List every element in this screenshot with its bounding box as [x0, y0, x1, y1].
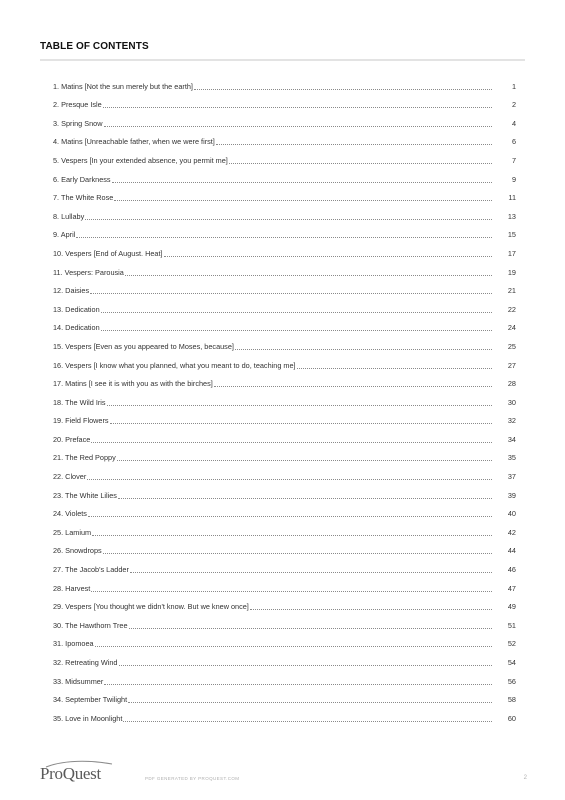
toc-entry[interactable] — [53, 352, 516, 371]
toc-dot-leader — [107, 405, 492, 406]
toc-entry[interactable] — [53, 556, 516, 575]
toc-dot-leader — [164, 256, 492, 257]
toc-entry-title: 17. Matins [I see it is with you as with the birches] — [53, 379, 213, 389]
toc-dot-leader — [117, 460, 492, 461]
toc-entry-title: 6. Early Darkness — [53, 174, 111, 184]
toc-entry-page: 51 — [507, 620, 516, 630]
toc-entry[interactable] — [53, 185, 516, 204]
toc-entry-page: 7 — [511, 155, 516, 165]
page-number: 2 — [523, 775, 527, 781]
toc-entry-title: 13. Dedication — [53, 304, 100, 314]
toc-entry[interactable] — [53, 147, 516, 166]
toc-entry-page: 47 — [507, 583, 516, 593]
toc-dot-leader — [125, 275, 492, 276]
toc-entry-page: 22 — [507, 304, 516, 314]
toc-entry-page: 37 — [507, 472, 516, 482]
toc-entry-page: 24 — [507, 323, 516, 333]
toc-dot-leader — [90, 293, 492, 294]
toc-entry-page: 60 — [507, 713, 516, 723]
page-title: TABLE OF CONTENTS — [40, 41, 149, 52]
toc-entry-page: 46 — [507, 565, 516, 575]
toc-entry[interactable] — [53, 408, 516, 427]
toc-entry-page: 32 — [507, 416, 516, 426]
toc-entry-page: 40 — [507, 509, 516, 519]
toc-dot-leader — [123, 721, 492, 722]
toc-entry-title: 24. Violets — [53, 509, 87, 519]
toc-entry-title: 18. The Wild Iris — [53, 397, 106, 407]
toc-dot-leader — [76, 237, 492, 238]
toc-dot-leader — [91, 591, 492, 592]
toc-entry-page: 13 — [507, 211, 516, 221]
toc-dot-leader — [104, 126, 493, 127]
toc-entry-title: 29. Vespers [You thought we didn't know. But we knew once] — [53, 602, 249, 612]
toc-dot-leader — [101, 312, 492, 313]
toc-entry-title: 28. Harvest — [53, 583, 91, 593]
toc-entry-title: 27. The Jacob's Ladder — [53, 565, 129, 575]
toc-entry[interactable] — [53, 463, 516, 482]
toc-entry-title: 34. September Twilight — [53, 695, 128, 705]
toc-entry-title: 1. Matins [Not the sun merely but the earth] — [53, 81, 193, 91]
toc-entry-page: 42 — [507, 527, 516, 537]
toc-dot-leader — [91, 442, 492, 443]
toc-entry[interactable] — [53, 705, 516, 724]
toc-entry-page: 28 — [507, 379, 516, 389]
toc-dot-leader — [129, 628, 493, 629]
toc-entry-title: 19. Field Flowers — [53, 416, 109, 426]
toc-dot-leader — [119, 665, 493, 666]
toc-dot-leader — [216, 144, 492, 145]
toc-entry-page: 49 — [507, 602, 516, 612]
toc-entry[interactable] — [53, 129, 516, 148]
toc-entry[interactable] — [53, 278, 516, 297]
toc-entry-title: 32. Retreating Wind — [53, 658, 118, 667]
toc-dot-leader — [110, 423, 492, 424]
footer-note: PDF GENERATED BY PROQUEST.COM — [145, 776, 240, 781]
toc-entry-title: 2. Presque Isle — [53, 100, 102, 110]
toc-entry-title: 11. Vespers: Parousia — [53, 267, 124, 277]
toc-dot-leader — [95, 646, 492, 647]
toc-entry-page: 25 — [507, 341, 516, 351]
toc-entry[interactable] — [53, 240, 516, 259]
toc-entry[interactable] — [53, 333, 516, 352]
toc-dot-leader — [194, 89, 492, 90]
toc-entry[interactable] — [53, 501, 516, 520]
toc-entry-page: 6 — [511, 137, 516, 147]
toc-entry-page: 2 — [511, 100, 516, 110]
toc-entry-title: 14. Dedication — [53, 323, 100, 333]
toc-dot-leader — [235, 349, 492, 350]
toc-entry-title: 20. Preface — [53, 434, 91, 444]
toc-entry-title: 16. Vespers [I know what you planned, what you meant to do, teaching me] — [53, 360, 296, 370]
toc-dot-leader — [250, 609, 492, 610]
toc-entry-title: 21. The Red Poppy — [53, 453, 116, 463]
toc-dot-leader — [114, 200, 492, 201]
toc-dot-leader — [101, 330, 492, 331]
toc-dot-leader — [103, 553, 492, 554]
toc-entry[interactable] — [53, 222, 516, 241]
toc-entry[interactable] — [53, 426, 516, 445]
toc-entry-page: 4 — [511, 118, 516, 128]
toc-entry[interactable] — [53, 110, 516, 129]
proquest-logo: ProQuest — [40, 764, 101, 783]
toc-entry-title: 15. Vespers [Even as you appeared to Moses, because] — [53, 341, 234, 351]
page-footer — [0, 760, 565, 800]
toc-entry-title: 31. Ipomoea — [53, 639, 94, 649]
toc-entry-title: 12. Daisies — [53, 286, 90, 296]
toc-entry[interactable] — [53, 538, 516, 557]
toc-entry-title: 3. Spring Snow — [53, 118, 103, 128]
toc-entry-page: 9 — [511, 174, 516, 184]
toc-entry[interactable] — [53, 668, 516, 687]
toc-dot-leader — [297, 368, 492, 369]
toc-entry-title: 33. Midsummer — [53, 676, 104, 686]
toc-entry-page: 17 — [507, 248, 516, 258]
toc-entry-title: 23. The White Lilies — [53, 490, 117, 500]
toc-entry-title: 10. Vespers [End of August. Heat] — [53, 248, 163, 258]
toc-entry-title: 22. Clover — [53, 472, 87, 482]
toc-entry[interactable] — [53, 166, 516, 185]
toc-dot-leader — [92, 535, 492, 536]
toc-entry[interactable] — [53, 445, 516, 464]
toc-entry-title: 4. Matins [Unreachable father, when we were first] — [53, 137, 215, 147]
toc-entry-title: 7. The White Rose — [53, 193, 114, 203]
toc-dot-leader — [130, 572, 492, 573]
toc-entry[interactable] — [53, 482, 516, 501]
toc-dot-leader — [128, 702, 492, 703]
toc-entry-page: 58 — [507, 695, 516, 705]
title-divider — [40, 59, 525, 61]
toc-entry[interactable] — [53, 687, 516, 706]
toc-entry-page: 1 — [511, 81, 516, 91]
toc-entry-page: 44 — [507, 546, 516, 556]
toc-entry-page: 15 — [507, 230, 516, 240]
toc-entry-title: 5. Vespers [In your extended absence, you permit me] — [53, 155, 228, 165]
toc-entry-title: 35. Love in Moonlight — [53, 713, 123, 723]
toc-dot-leader — [87, 479, 492, 480]
toc-entry-page: 19 — [507, 267, 516, 277]
toc-entry-page: 30 — [507, 397, 516, 407]
toc-entry[interactable] — [53, 594, 516, 613]
toc-entry[interactable] — [53, 649, 516, 668]
toc-entry[interactable] — [53, 575, 516, 594]
toc-entry[interactable] — [53, 612, 516, 631]
toc-dot-leader — [88, 516, 492, 517]
toc-entry-page: 11 — [508, 193, 516, 203]
toc-entry[interactable] — [53, 519, 516, 538]
toc-list — [53, 73, 516, 724]
toc-dot-leader — [104, 684, 492, 685]
toc-entry-page: 39 — [507, 490, 516, 500]
toc-entry[interactable] — [53, 92, 516, 111]
toc-entry-page: 35 — [507, 453, 516, 463]
toc-entry-page: 27 — [507, 360, 516, 370]
toc-entry-title: 30. The Hawthorn Tree — [53, 620, 128, 630]
toc-entry[interactable] — [53, 296, 516, 315]
toc-entry[interactable] — [53, 631, 516, 650]
toc-dot-leader — [229, 163, 492, 164]
toc-entry-page: 34 — [507, 434, 516, 444]
toc-dot-leader — [118, 498, 492, 499]
toc-entry-title: 8. Lullaby — [53, 211, 85, 221]
toc-dot-leader — [103, 107, 492, 108]
toc-entry-title: 26. Snowdrops — [53, 546, 102, 556]
toc-dot-leader — [214, 386, 492, 387]
toc-entry[interactable] — [53, 73, 516, 92]
toc-entry-page: 52 — [507, 639, 516, 649]
toc-dot-leader — [85, 219, 492, 220]
toc-entry-title: 25. Lamium — [53, 527, 92, 537]
toc-entry[interactable] — [53, 259, 516, 278]
toc-entry-title: 9. April — [53, 230, 76, 240]
toc-entry[interactable] — [53, 315, 516, 334]
toc-entry[interactable] — [53, 371, 516, 390]
toc-entry[interactable] — [53, 203, 516, 222]
toc-entry-page: 21 — [507, 286, 516, 296]
toc-entry-page: 56 — [507, 676, 516, 686]
toc-entry[interactable] — [53, 389, 516, 408]
toc-dot-leader — [112, 182, 492, 183]
toc-entry-page: 54 — [507, 658, 516, 667]
